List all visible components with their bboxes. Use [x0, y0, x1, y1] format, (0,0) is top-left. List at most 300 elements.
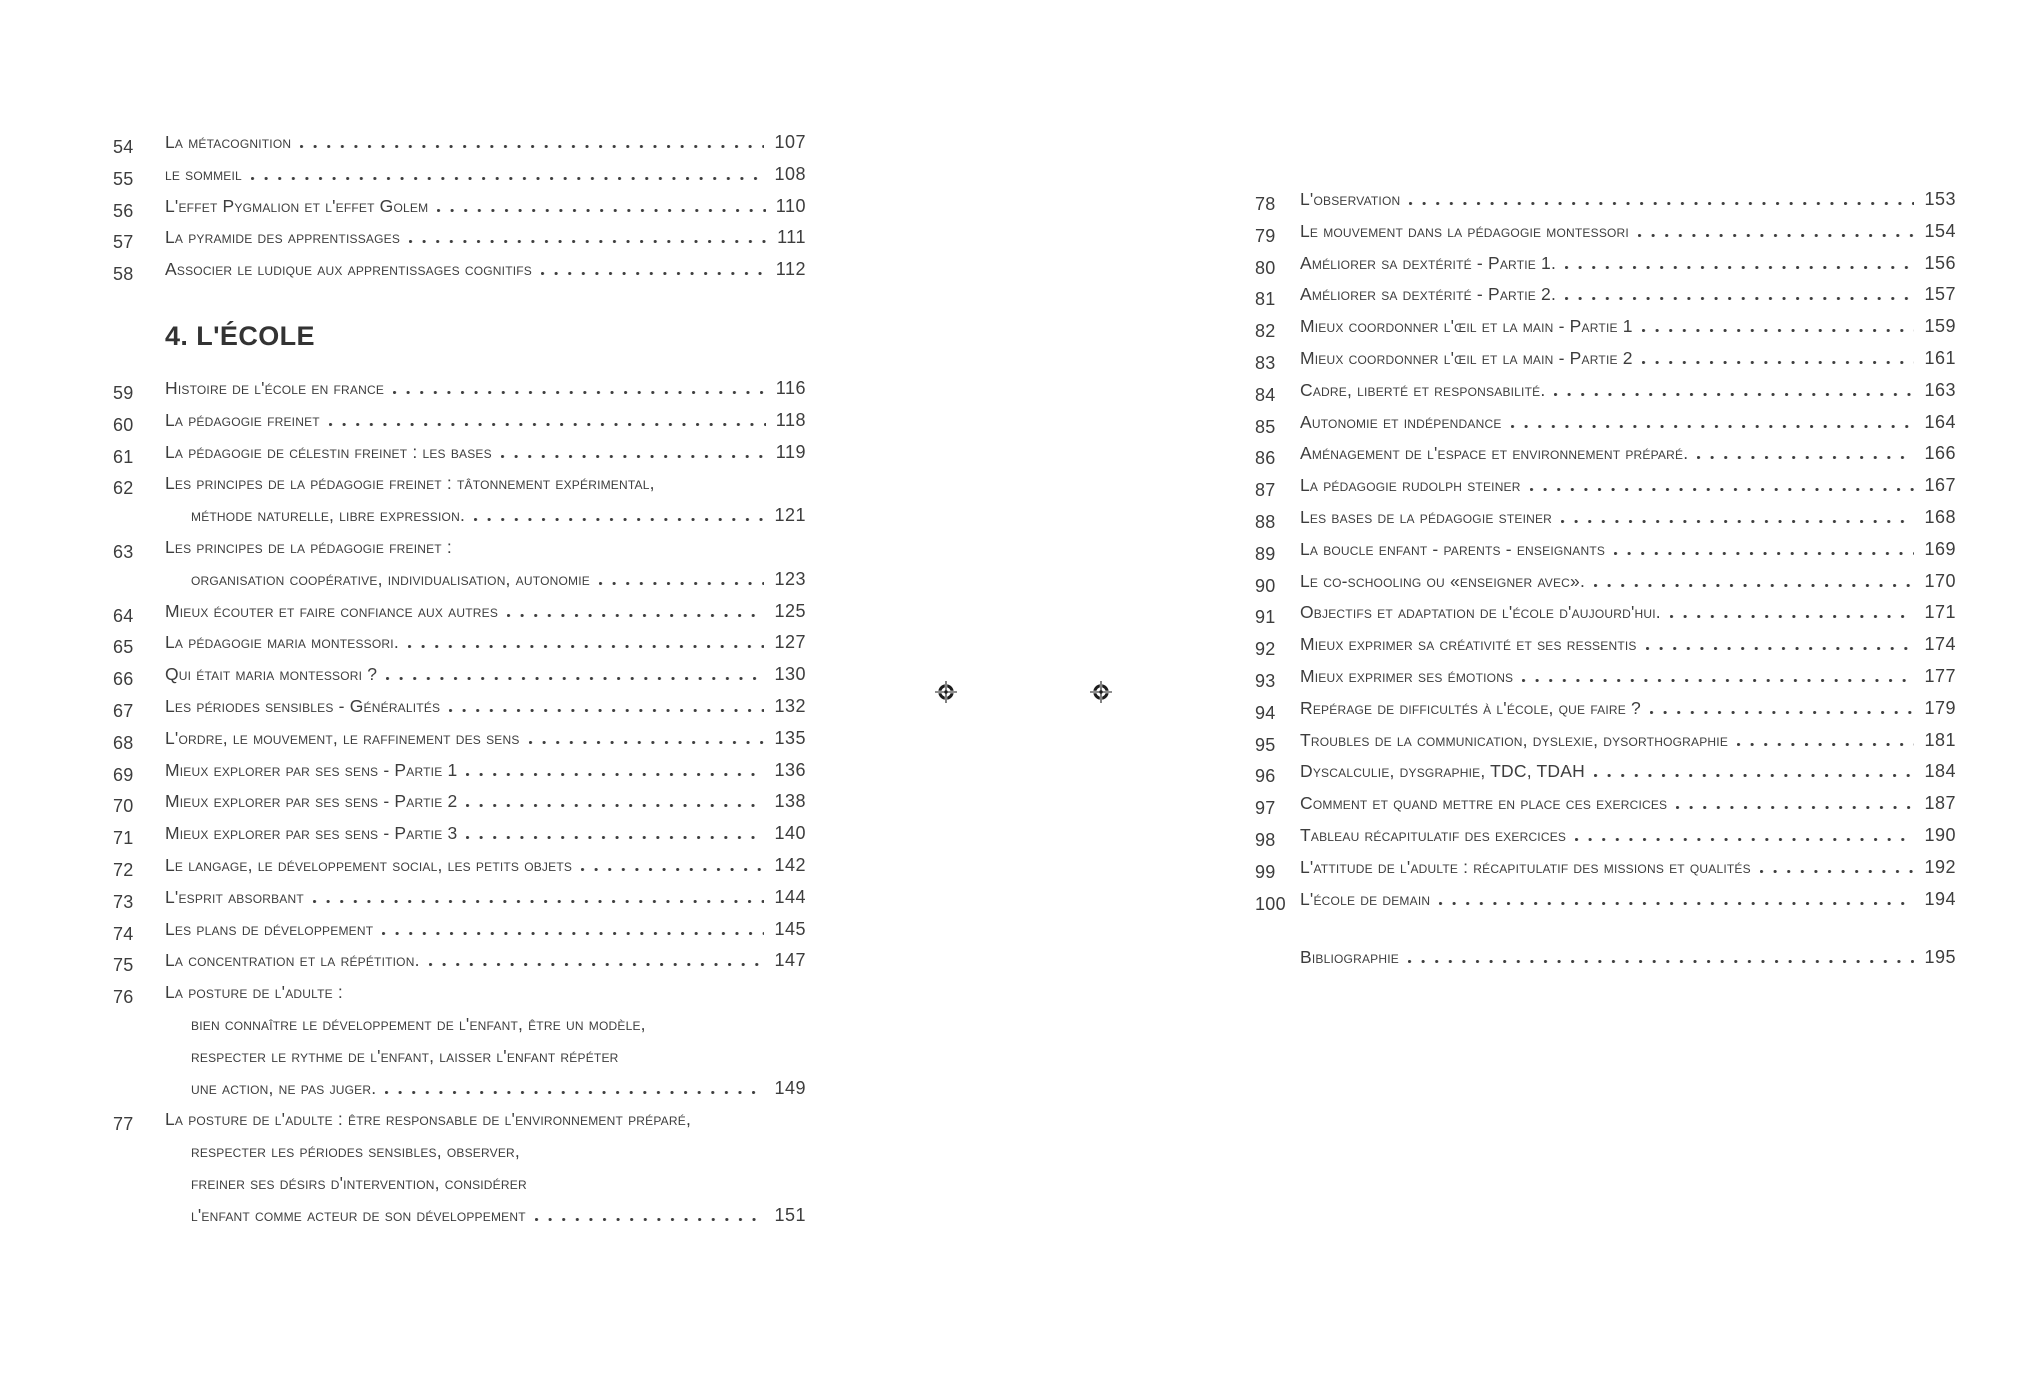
- entry-line: [165, 919, 806, 951]
- entry-page-number: 110: [775, 195, 806, 216]
- section-heading: 4. L'ÉCOLE: [165, 320, 315, 351]
- entry-title: La pédagogie freinet: [165, 409, 320, 430]
- entry-page-number: 157: [1924, 284, 1956, 305]
- entry-lines: [165, 196, 806, 228]
- toc-entry: [113, 855, 806, 887]
- entry-number: 82: [1255, 321, 1276, 342]
- entry-page-number: 111: [777, 227, 806, 248]
- toc-entry: [113, 378, 806, 410]
- toc-entry: [113, 601, 806, 633]
- entry-number: 69: [113, 764, 134, 785]
- entry-number: 77: [113, 1114, 134, 1135]
- entry-line: [1300, 443, 1956, 475]
- entry-title: Les plans de développement: [165, 918, 374, 939]
- entry-title: Les bases de la pédagogie steiner: [1300, 506, 1553, 527]
- toc-entry: [1255, 507, 1956, 539]
- entry-lines: [165, 410, 806, 442]
- entry-title: Repérage de difficultés à l'école, que faire ?: [1300, 697, 1641, 718]
- entry-page-number: 144: [774, 886, 806, 907]
- entry-lines: [165, 728, 806, 760]
- entry-lines: [165, 378, 806, 410]
- entry-page-number: 169: [1924, 538, 1956, 559]
- entry-number: 88: [1255, 511, 1276, 532]
- entry-title: L'observation: [1300, 189, 1401, 209]
- entry-number: 99: [1255, 861, 1276, 882]
- entry-lines: [165, 791, 806, 823]
- entry-title: Les périodes sensibles - Généralités: [165, 695, 441, 716]
- entry-lines: [1300, 857, 1956, 889]
- entry-line: [1300, 221, 1956, 253]
- entry-number: 83: [1255, 352, 1276, 373]
- entry-line: [165, 505, 806, 537]
- entry-lines: [1300, 253, 1956, 285]
- entry-lines: [165, 823, 806, 855]
- entry-number: 73: [113, 891, 134, 912]
- entry-number: 98: [1255, 829, 1276, 850]
- toc-left-main-entries: [113, 378, 806, 1237]
- entry-title: bien connaître le développement de l'enfant, être un modèle,: [191, 1013, 646, 1034]
- entry-lines: [1300, 316, 1956, 348]
- entry-number: 92: [1255, 639, 1276, 660]
- dot-leader: [1760, 870, 1915, 873]
- toc-entry: [1255, 189, 1956, 221]
- toc-entry: [113, 132, 806, 164]
- entry-page-number: 179: [1924, 697, 1956, 718]
- entry-title: méthode naturelle, libre expression.: [191, 505, 466, 526]
- entry-number: 86: [1255, 448, 1276, 469]
- toc-entry: [113, 760, 806, 792]
- toc-entry: [113, 259, 806, 291]
- registration-mark-icon: [935, 681, 957, 703]
- entry-line: [1300, 189, 1956, 221]
- toc-entry: [1255, 221, 1956, 253]
- entry-page-number: 154: [1924, 220, 1956, 241]
- dot-leader: [386, 677, 764, 680]
- entry-number: 68: [113, 732, 134, 753]
- entry-lines: [1300, 348, 1956, 380]
- toc-entry: [1255, 443, 1956, 475]
- entry-number: 84: [1255, 384, 1276, 405]
- entry-number: 85: [1255, 416, 1276, 437]
- toc-entry: [1255, 947, 1956, 979]
- entry-lines: [1300, 793, 1956, 825]
- entry-title: l'enfant comme acteur de son développement: [191, 1204, 526, 1225]
- entry-title: L'effet Pygmalion et l'effet Golem: [165, 195, 429, 216]
- entry-line: [1300, 475, 1956, 507]
- entry-page-number: 161: [1924, 347, 1956, 368]
- entry-page-number: 147: [774, 950, 806, 971]
- entry-line: [165, 887, 806, 919]
- entry-page-number: 181: [1924, 729, 1956, 750]
- toc-entry: [1255, 539, 1956, 571]
- entry-number: 78: [1255, 194, 1276, 214]
- entry-title: Mieux exprimer ses émotions: [1300, 665, 1514, 686]
- entry-line: [165, 473, 806, 505]
- entry-line: [165, 569, 806, 601]
- entry-lines: [165, 919, 806, 951]
- entry-number: 65: [113, 637, 134, 658]
- dot-leader: [466, 773, 764, 776]
- entry-title: La métacognition: [165, 132, 292, 152]
- registration-mark-icon: [1090, 681, 1112, 703]
- dot-leader: [1642, 361, 1915, 364]
- entry-page-number: 174: [1924, 634, 1956, 655]
- entry-page-number: 136: [774, 759, 806, 780]
- entry-title: Aménagement de l'espace et environnement préparé.: [1300, 443, 1689, 464]
- toc-entry: [1255, 284, 1956, 316]
- entry-lines: [1300, 412, 1956, 444]
- toc-entry: [113, 1109, 806, 1236]
- entry-line: [165, 259, 806, 291]
- entry-line: [165, 760, 806, 792]
- entry-line: [1300, 284, 1956, 316]
- dot-leader: [1554, 393, 1914, 396]
- toc-entry: [113, 227, 806, 259]
- toc-entry: [113, 919, 806, 951]
- dot-leader: [1638, 234, 1914, 237]
- entry-title: respecter les périodes sensibles, observer,: [191, 1141, 520, 1162]
- entry-line: [165, 696, 806, 728]
- entry-title: Bibliographie: [1300, 947, 1399, 968]
- entry-page-number: 166: [1924, 443, 1956, 464]
- entry-title: Mieux explorer par ses sens - Partie 3: [165, 823, 458, 844]
- entry-line: [165, 132, 806, 164]
- dot-leader: [1670, 615, 1915, 618]
- entry-page-number: 123: [774, 568, 806, 589]
- entry-lines: [165, 950, 806, 982]
- dot-leader: [300, 145, 764, 148]
- dot-leader: [385, 1091, 764, 1094]
- toc-right-entries: [1255, 189, 1956, 920]
- entry-title: La pédagogie rudolph steiner: [1300, 475, 1521, 496]
- toc-entry: [1255, 380, 1956, 412]
- dot-leader: [1408, 960, 1914, 963]
- entry-page-number: 163: [1924, 379, 1956, 400]
- entry-number: 56: [113, 200, 134, 221]
- toc-left-top-entries: [113, 132, 806, 291]
- entry-line: [165, 410, 806, 442]
- entry-line: [1300, 539, 1956, 571]
- dot-leader: [437, 209, 765, 212]
- dot-leader: [581, 868, 764, 871]
- toc-entry: [1255, 730, 1956, 762]
- toc-entry: [113, 537, 806, 601]
- entry-number: 70: [113, 796, 134, 817]
- toc-entry: [113, 164, 806, 196]
- entry-lines: [165, 982, 806, 1109]
- dot-leader: [329, 423, 766, 426]
- entry-line: [165, 823, 806, 855]
- entry-title: Troubles de la communication, dyslexie, dysorthographie: [1300, 729, 1729, 750]
- entry-title: une action, ne pas juger.: [191, 1077, 377, 1098]
- entry-lines: [1300, 825, 1956, 857]
- dot-leader: [466, 804, 764, 807]
- entry-page-number: 192: [1924, 856, 1956, 877]
- dot-leader: [1409, 202, 1914, 205]
- entry-line: [1300, 947, 1956, 979]
- dot-leader: [408, 645, 765, 648]
- entry-number: 59: [113, 382, 134, 403]
- entry-number: 97: [1255, 798, 1276, 819]
- entry-page-number: 168: [1924, 506, 1956, 527]
- entry-title: Associer le ludique aux apprentissages cognitifs: [165, 259, 532, 280]
- entry-page-number: 108: [774, 163, 806, 184]
- entry-title: L'attitude de l'adulte : récapitulatif des missions et qualités: [1300, 856, 1751, 877]
- entry-line: [165, 601, 806, 633]
- dot-leader: [1565, 297, 1914, 300]
- toc-entry: [1255, 825, 1956, 857]
- entry-title: Autonomie et indépendance: [1300, 411, 1502, 432]
- entry-lines: [165, 227, 806, 259]
- entry-page-number: 145: [774, 918, 806, 939]
- dot-leader: [474, 518, 764, 521]
- entry-number: 75: [113, 955, 134, 976]
- entry-number: 62: [113, 478, 134, 499]
- entry-lines: [165, 664, 806, 696]
- entry-lines: [165, 132, 806, 164]
- entry-line: [165, 632, 806, 664]
- toc-entry: [1255, 793, 1956, 825]
- entry-page-number: 170: [1924, 570, 1956, 591]
- dot-leader: [382, 932, 764, 935]
- entry-lines: [1300, 539, 1956, 571]
- entry-line: [165, 982, 806, 1014]
- entry-page-number: 112: [775, 259, 806, 280]
- entry-line: [165, 664, 806, 696]
- entry-title: Améliorer sa dextérité - Partie 2.: [1300, 284, 1557, 305]
- dot-leader: [1439, 902, 1914, 905]
- entry-line: [165, 196, 806, 228]
- entry-page-number: 156: [1924, 252, 1956, 273]
- entry-line: [165, 1109, 806, 1141]
- toc-entry: [113, 442, 806, 474]
- entry-lines: [1300, 507, 1956, 539]
- entry-lines: [1300, 698, 1956, 730]
- dot-leader: [1561, 520, 1914, 523]
- entry-number: 94: [1255, 702, 1276, 723]
- entry-line: [165, 855, 806, 887]
- entry-lines: [165, 855, 806, 887]
- dot-leader: [507, 614, 764, 617]
- entry-title: L'école de demain: [1300, 888, 1431, 909]
- entry-title: Tableau récapitulatif des exercices: [1300, 824, 1567, 845]
- entry-lines: [1300, 666, 1956, 698]
- entry-number: 67: [113, 700, 134, 721]
- entry-number: 61: [113, 446, 134, 467]
- entry-page-number: 190: [1924, 824, 1956, 845]
- entry-number: 93: [1255, 670, 1276, 691]
- toc-entry: [1255, 602, 1956, 634]
- dot-leader: [1737, 743, 1914, 746]
- entry-title: L'ordre, le mouvement, le raffinement des sens: [165, 727, 520, 748]
- entry-title: Le mouvement dans la pédagogie montessori: [1300, 220, 1629, 241]
- toc-entry: [1255, 666, 1956, 698]
- entry-page-number: 138: [774, 791, 806, 812]
- entry-page-number: 195: [1924, 947, 1956, 968]
- entry-title: La concentration et la répétition.: [165, 950, 420, 971]
- toc-entry: [113, 950, 806, 982]
- entry-title: respecter le rythme de l'enfant, laisser l'enfant répéter: [191, 1045, 619, 1066]
- entry-number: 91: [1255, 607, 1276, 628]
- entry-number: 87: [1255, 480, 1276, 501]
- dot-leader: [1594, 774, 1914, 777]
- entry-number: [1255, 947, 1300, 979]
- entry-line: [1300, 634, 1956, 666]
- entry-line: [1300, 348, 1956, 380]
- dot-leader: [429, 963, 765, 966]
- entry-title: freiner ses désirs d'intervention, considérer: [191, 1172, 527, 1193]
- entry-line: [165, 1141, 806, 1173]
- dot-leader: [1575, 838, 1914, 841]
- dot-leader: [251, 177, 765, 180]
- entry-page-number: 140: [774, 823, 806, 844]
- entry-title: Mieux exprimer sa créativité et ses ressentis: [1300, 634, 1637, 655]
- entry-line: [165, 1078, 806, 1110]
- entry-title: La posture de l'adulte : être responsable de l'environnement préparé,: [165, 1109, 692, 1130]
- entry-title: La pyramide des apprentissages: [165, 227, 401, 248]
- entry-lines: [165, 632, 806, 664]
- dot-leader: [535, 1218, 765, 1221]
- entry-title: Mieux coordonner l'œil et la main - Partie 1: [1300, 316, 1633, 337]
- entry-lines: [1300, 380, 1956, 412]
- entry-line: [1300, 730, 1956, 762]
- entry-number: 55: [113, 168, 134, 189]
- entry-number: 90: [1255, 575, 1276, 596]
- entry-line: [165, 1173, 806, 1205]
- dot-leader: [1594, 584, 1914, 587]
- entry-number: 60: [113, 414, 134, 435]
- entry-lines: [165, 601, 806, 633]
- toc-entry: [1255, 571, 1956, 603]
- entry-number: 72: [113, 859, 134, 880]
- toc-left-page: [113, 132, 806, 1237]
- entry-page-number: 130: [774, 664, 806, 685]
- entry-page-number: 116: [775, 377, 806, 398]
- entry-number: 81: [1255, 289, 1276, 310]
- dot-leader: [529, 741, 765, 744]
- dot-leader: [1646, 647, 1915, 650]
- entry-line: [165, 791, 806, 823]
- entry-title: Mieux écouter et faire confiance aux autres: [165, 600, 499, 621]
- toc-entry: [113, 410, 806, 442]
- toc-entry: [113, 696, 806, 728]
- entry-lines: [1300, 730, 1956, 762]
- entry-title: Histoire de l'école en france: [165, 377, 385, 398]
- entry-line: [165, 164, 806, 196]
- entry-number: 100: [1255, 893, 1286, 914]
- dot-leader: [1565, 266, 1914, 269]
- entry-title: Objectifs et adaptation de l'école d'aujourd'hui.: [1300, 602, 1661, 623]
- entry-page-number: 121: [774, 505, 806, 526]
- toc-entry: [1255, 634, 1956, 666]
- entry-page-number: 142: [774, 854, 806, 875]
- entry-title: Comment et quand mettre en place ces exercices: [1300, 793, 1668, 814]
- entry-lines: [165, 537, 806, 601]
- entry-page-number: 135: [774, 727, 806, 748]
- entry-title: organisation coopérative, individualisation, autonomie: [191, 568, 590, 589]
- entry-page-number: 132: [774, 695, 806, 716]
- dot-leader: [1676, 806, 1914, 809]
- entry-number: 66: [113, 669, 134, 690]
- entry-title: La pédagogie de célestin freinet : les bases: [165, 441, 492, 462]
- entry-page-number: 125: [774, 600, 806, 621]
- entry-page-number: 159: [1924, 316, 1956, 337]
- toc-entry: [1255, 889, 1956, 921]
- entry-lines: [165, 1109, 806, 1236]
- entry-lines: [165, 473, 806, 537]
- entry-lines: [1300, 189, 1956, 221]
- entry-lines: [1300, 443, 1956, 475]
- entry-number: 64: [113, 605, 134, 626]
- entry-page-number: 187: [1924, 793, 1956, 814]
- entry-page-number: 167: [1924, 475, 1956, 496]
- toc-entry: [113, 664, 806, 696]
- entry-number: 63: [113, 541, 134, 562]
- dot-leader: [599, 582, 765, 585]
- dot-leader: [1650, 711, 1914, 714]
- dot-leader: [1642, 329, 1915, 332]
- toc-entry: [113, 473, 806, 537]
- entry-number: 71: [113, 828, 134, 849]
- dot-leader: [1530, 488, 1915, 491]
- toc-entry: [1255, 698, 1956, 730]
- entry-title: Mieux explorer par ses sens - Partie 2: [165, 791, 458, 812]
- dot-leader: [449, 709, 764, 712]
- entry-line: [1300, 253, 1956, 285]
- entry-lines: [1300, 475, 1956, 507]
- entry-title: Le langage, le développement social, les petits objets: [165, 854, 573, 875]
- toc-entry: [1255, 412, 1956, 444]
- entry-line: [1300, 857, 1956, 889]
- entry-line: [165, 537, 806, 569]
- entry-lines: [1300, 221, 1956, 253]
- entry-line: [165, 378, 806, 410]
- entry-lines: [165, 442, 806, 474]
- toc-entry: [113, 632, 806, 664]
- entry-title: le sommeil: [165, 163, 242, 184]
- toc-entry: [113, 982, 806, 1109]
- entry-lines: [1300, 947, 1956, 979]
- toc-entry: [113, 791, 806, 823]
- entry-lines: [165, 696, 806, 728]
- dot-leader: [541, 272, 766, 275]
- toc-entry: [1255, 253, 1956, 285]
- entry-page-number: 118: [775, 409, 806, 430]
- entry-title: Mieux explorer par ses sens - Partie 1: [165, 759, 458, 780]
- entry-number: 79: [1255, 225, 1276, 246]
- entry-page-number: 107: [774, 132, 806, 152]
- entry-number: 89: [1255, 543, 1276, 564]
- entry-number: 95: [1255, 734, 1276, 755]
- dot-leader: [501, 455, 766, 458]
- entry-line: [1300, 793, 1956, 825]
- entry-line: [165, 442, 806, 474]
- toc-entry: [1255, 857, 1956, 889]
- entry-line: [165, 1046, 806, 1078]
- entry-number: 74: [113, 923, 134, 944]
- entry-line: [1300, 889, 1956, 921]
- entry-page-number: 153: [1924, 189, 1956, 209]
- entry-lines: [1300, 761, 1956, 793]
- entry-page-number: 184: [1924, 761, 1956, 782]
- entry-lines: [165, 760, 806, 792]
- dot-leader: [1511, 425, 1915, 428]
- entry-number: 80: [1255, 257, 1276, 278]
- entry-line: [1300, 602, 1956, 634]
- entry-lines: [1300, 634, 1956, 666]
- entry-page-number: 149: [774, 1077, 806, 1098]
- entry-page-number: 177: [1924, 665, 1956, 686]
